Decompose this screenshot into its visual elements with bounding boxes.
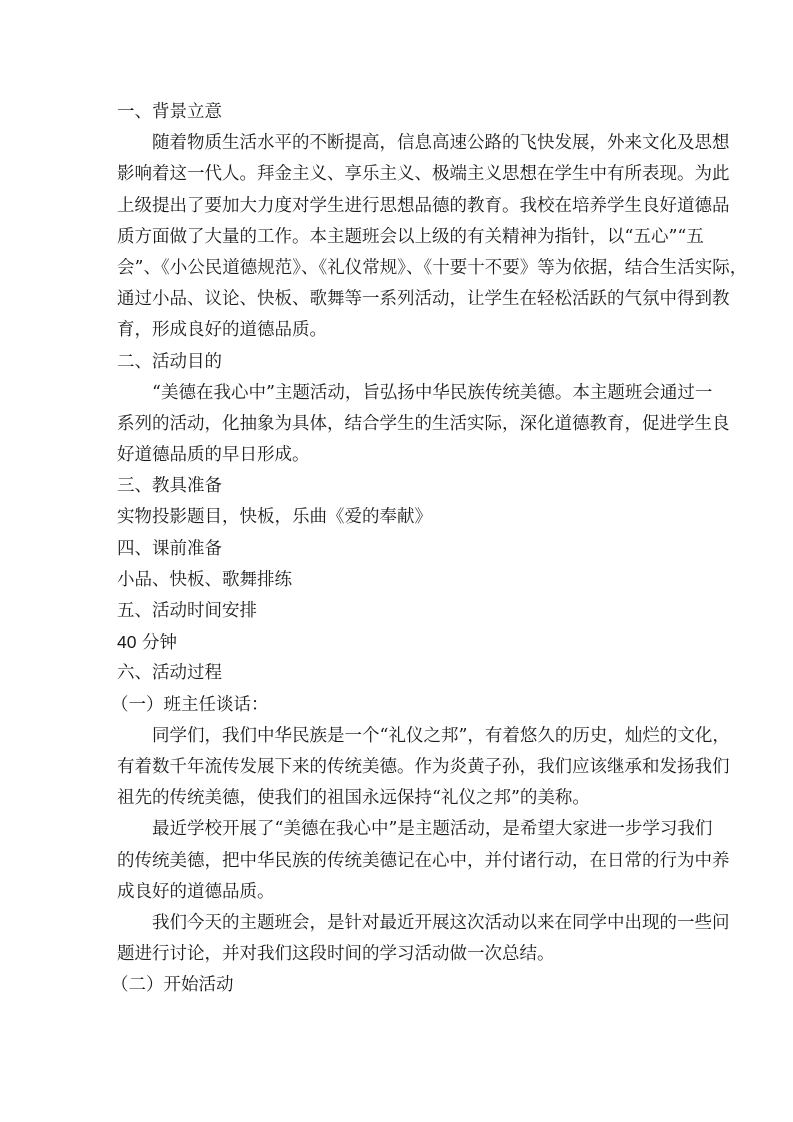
text-line: “美德在我心中”主题活动，旨弘扬中华民族传统美德。本主题班会通过一 (152, 382, 713, 403)
section-heading-schedule: 五、活动时间安排 (117, 601, 257, 621)
text-line: 随着物质生活水平的不断提高，信息高速公路的飞快发展，外来文化及思想 (152, 133, 730, 154)
duration-unit: 分钟 (136, 633, 178, 654)
section-body-schedule (117, 627, 677, 658)
section-heading-purpose: 二、活动目的 (117, 351, 222, 372)
text-line: 质方面做了大量的工作。本主题班会以上级的有关精神为指针，以“五心”“五 (117, 226, 704, 247)
text-line: 最近学校开展了“美德在我心中”是主题活动，是希望大家进一步学习我们 (152, 819, 713, 840)
text-line: 育，形成良好的道德品质。 (117, 320, 327, 341)
text-line: 有着数千年流传发展下来的传统美德。作为炎黄子孙，我们应该继承和发扬我们 (117, 756, 730, 777)
paragraph-teacher-talk-1 (117, 721, 730, 815)
text-line: 通过小品、议论、快板、歌舞等一系列活动，让学生在轻松活跃的气氛中得到教 (117, 289, 730, 310)
section-heading-teaching-aids: 三、教具准备 (117, 476, 222, 497)
document-page (111, 97, 748, 1001)
paragraph-teacher-talk-2 (117, 814, 730, 908)
section-body-teaching-aids: 实物投影题目，快板，乐曲《爱的奉献》 (117, 507, 432, 528)
section-heading-background: 一、背景立意 (117, 102, 222, 122)
paragraph-teacher-talk-3 (117, 908, 730, 970)
text-line: 的传统美德，把中华民族的传统美德记在心中，并付诸行动，在日常的行为中养 (117, 850, 730, 871)
subsection-heading-teacher-talk: （一）班主任谈话： (111, 694, 269, 715)
text-line: 成良好的道德品质。 (117, 881, 275, 902)
text-line: 好道德品质的早日形成。 (117, 445, 310, 466)
text-line: 题进行讨论，并对我们这段时间的学习活动做一次总结。 (117, 944, 555, 965)
section-body-background (117, 128, 748, 346)
subsection-heading-start-activity: （二）开始活动 (111, 975, 234, 996)
text-line: 我们今天的主题班会，是针对最近开展这次活动以来在同学中出现的一些问 (152, 912, 730, 933)
section-body-preparation: 小品、快板、歌舞排练 (117, 569, 292, 590)
duration-value: 40 (117, 632, 137, 653)
text-line: 会”、《小公民道德规范》、《礼仪常规》、《十要十不要》等为依据，结合生活实际， (117, 257, 748, 278)
text-line: 系列的活动，化抽象为具体，结合学生的生活实际，深化道德教育，促进学生良 (117, 413, 730, 434)
text-line: 影响着这一代人。拜金主义、享乐主义、极端主义思想在学生中有所表现。为此 (117, 164, 730, 185)
text-line: 祖先的传统美德，使我们的祖国永远保持“礼仪之邦”的美称。 (117, 788, 590, 809)
section-heading-preparation: 四、课前准备 (117, 538, 222, 559)
text-line: 上级提出了要加大力度对学生进行思想品德的教育。我校在培养学生良好道德品 (117, 195, 730, 216)
section-heading-process: 六、活动过程 (117, 663, 222, 684)
section-body-purpose (117, 378, 730, 472)
text-line: 同学们，我们中华民族是一个“礼仪之邦”，有着悠久的历史，灿烂的文化， (152, 725, 730, 746)
